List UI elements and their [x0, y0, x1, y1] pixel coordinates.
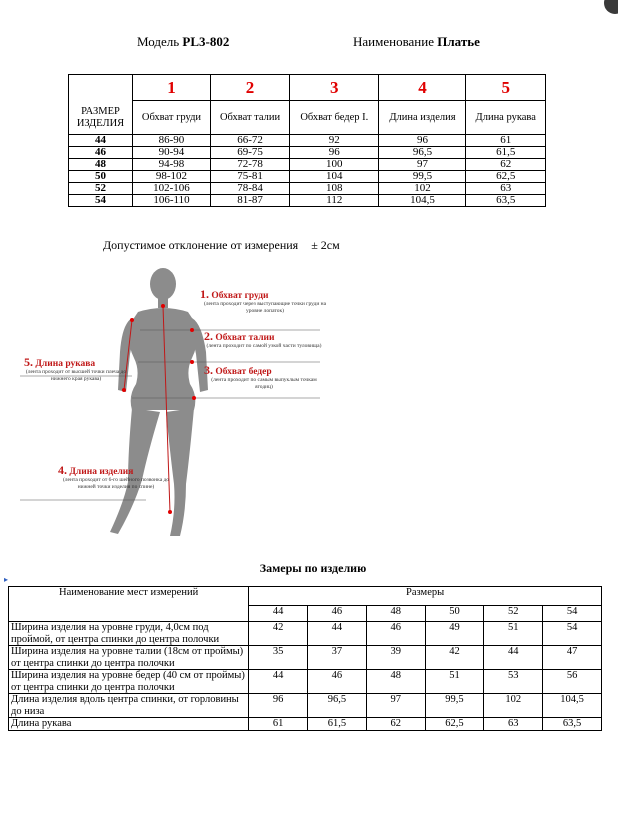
- measurement-value: 62: [366, 718, 425, 731]
- size-value-cell: 112: [290, 195, 379, 207]
- measurement-row: [9, 694, 602, 718]
- size-value-cell: 97: [379, 159, 466, 171]
- corner-decoration: [604, 0, 618, 14]
- size-value-cell: 96: [290, 147, 379, 159]
- tolerance-note: Допустимое отклонение от измерения ± 2см: [103, 238, 340, 252]
- column-header: Длина рукава: [466, 101, 546, 135]
- size-column-header: 44: [249, 606, 308, 622]
- measurement-label: Ширина изделия на уровне бедер (40 см от проймы) от центра спинки до центра полочки: [9, 670, 249, 694]
- size-value-cell: 75-81: [210, 171, 289, 183]
- measurement-value: 46: [308, 670, 367, 694]
- size-cell: 44: [69, 135, 133, 147]
- size-cell: 52: [69, 183, 133, 195]
- size-value-cell: 100: [290, 159, 379, 171]
- size-value-cell: 69-75: [210, 147, 289, 159]
- document-header: [0, 34, 618, 52]
- measurement-value: 96,5: [308, 694, 367, 718]
- size-cell: 46: [69, 147, 133, 159]
- column-header: Обхват талии: [210, 101, 289, 135]
- measurement-value: 54: [543, 622, 602, 646]
- size-value-cell: 62: [466, 159, 546, 171]
- column-number: 2: [210, 75, 289, 101]
- size-value-cell: 61: [466, 135, 546, 147]
- size-chart-table: [68, 74, 546, 207]
- size-value-cell: 90-94: [133, 147, 211, 159]
- measurement-value: 63: [484, 718, 543, 731]
- size-value-cell: 102: [379, 183, 466, 195]
- size-value-cell: 98-102: [133, 171, 211, 183]
- size-value-cell: 106-110: [133, 195, 211, 207]
- measurement-value: 51: [425, 670, 484, 694]
- size-value-cell: 104,5: [379, 195, 466, 207]
- size-value-cell: 72-78: [210, 159, 289, 171]
- measurement-value: 51: [484, 622, 543, 646]
- measurement-label: Ширина изделия на уровне груди, 4,0см под проймой, от центра спинки до центра полочки: [9, 622, 249, 646]
- column-header: Обхват бедер I.: [290, 101, 379, 135]
- column-number: 1: [133, 75, 211, 101]
- measurement-value: 102: [484, 694, 543, 718]
- measurement-value: 46: [366, 622, 425, 646]
- callout-length: 4. Длина изделия (лента проходит от 6-го шейного позвонка до нижней точки изделия по спине): [58, 463, 170, 490]
- measurement-value: 42: [425, 646, 484, 670]
- tolerance-value: ± 2см: [311, 238, 340, 252]
- measurement-value: 53: [484, 670, 543, 694]
- size-value-cell: 63: [466, 183, 546, 195]
- measurement-value: 61: [249, 718, 308, 731]
- size-cell: 54: [69, 195, 133, 207]
- measurement-figure: [20, 262, 340, 552]
- model-line: Модель PL3-802: [137, 34, 230, 49]
- size-column-header: 50: [425, 606, 484, 622]
- measurement-label: Ширина изделия на уровне талии (18см от проймы) от центра спинки до центра полочки: [9, 646, 249, 670]
- size-value-cell: 81-87: [210, 195, 289, 207]
- measurement-value: 63,5: [543, 718, 602, 731]
- model-value: PL3-802: [182, 34, 230, 49]
- size-row: [69, 171, 546, 183]
- measurement-row: [9, 670, 602, 694]
- callout-waist: 2. Обхват талии (лента проходит по самой узкой части туловища): [204, 329, 322, 349]
- size-row: [69, 183, 546, 195]
- size-value-cell: 102-106: [133, 183, 211, 195]
- size-value-cell: 86-90: [133, 135, 211, 147]
- size-value-cell: 94-98: [133, 159, 211, 171]
- measurement-value: 61,5: [308, 718, 367, 731]
- column-number: 5: [466, 75, 546, 101]
- size-row: [69, 195, 546, 207]
- measurement-value: 35: [249, 646, 308, 670]
- text-cursor-marker: ▸: [4, 575, 9, 584]
- column-header: Обхват груди: [133, 101, 211, 135]
- size-value-cell: 108: [290, 183, 379, 195]
- measurement-value: 97: [366, 694, 425, 718]
- sizes-header: Размеры: [249, 587, 602, 606]
- measurement-row: [9, 622, 602, 646]
- size-value-cell: 62,5: [466, 171, 546, 183]
- measurements-title: Замеры по изделию: [259, 561, 367, 575]
- size-cell: 50: [69, 171, 133, 183]
- size-row: [69, 135, 546, 147]
- callout-hips: 3. Обхват бедер (лента проходит по самым выпуклым точкам ягодиц): [204, 363, 317, 390]
- measurement-value: 44: [484, 646, 543, 670]
- size-value-cell: 99,5: [379, 171, 466, 183]
- size-column-header: 52: [484, 606, 543, 622]
- size-value-cell: 78-84: [210, 183, 289, 195]
- measurement-value: 47: [543, 646, 602, 670]
- measurement-row: [9, 646, 602, 670]
- size-value-cell: 104: [290, 171, 379, 183]
- size-value-cell: 96,5: [379, 147, 466, 159]
- column-header: Длина изделия: [379, 101, 466, 135]
- measurement-value: 104,5: [543, 694, 602, 718]
- measurement-value: 99,5: [425, 694, 484, 718]
- size-value-cell: 96: [379, 135, 466, 147]
- size-column-header: 54: [543, 606, 602, 622]
- product-name-value: Платье: [437, 34, 480, 49]
- size-cell: 48: [69, 159, 133, 171]
- garment-measurements-table: [8, 586, 602, 731]
- size-value-cell: 66-72: [210, 135, 289, 147]
- size-row: [69, 147, 546, 159]
- measurement-label: Длина рукава: [9, 718, 249, 731]
- size-corner-label: РАЗМЕР ИЗДЕЛИЯ: [69, 75, 133, 135]
- callout-bust: 1. Обхват груди (лента проходит через выступающие точки груди на уровне лопаток): [200, 287, 327, 314]
- measurement-value: 96: [249, 694, 308, 718]
- measurement-value: 39: [366, 646, 425, 670]
- size-value-cell: 92: [290, 135, 379, 147]
- column-number: 3: [290, 75, 379, 101]
- product-name-line: Наименование Платье: [353, 34, 480, 49]
- measurement-value: 44: [308, 622, 367, 646]
- measurement-label: Длина изделия вдоль центра спинки, от горловины до низа: [9, 694, 249, 718]
- size-value-cell: 61,5: [466, 147, 546, 159]
- size-column-header: 46: [308, 606, 367, 622]
- measurement-value: 49: [425, 622, 484, 646]
- callout-sleeve: 5. Длина рукава (лента проходит от высшей точки плеча до нижнего края рукава): [24, 355, 127, 382]
- size-value-cell: 63,5: [466, 195, 546, 207]
- measurement-value: 37: [308, 646, 367, 670]
- measurement-value: 48: [366, 670, 425, 694]
- measure-name-header: Наименование мест измерений: [9, 587, 249, 622]
- size-row: [69, 159, 546, 171]
- size-column-header: 48: [366, 606, 425, 622]
- measurement-value: 44: [249, 670, 308, 694]
- column-number: 4: [379, 75, 466, 101]
- measurement-value: 42: [249, 622, 308, 646]
- measurement-row: [9, 718, 602, 731]
- measurement-value: 56: [543, 670, 602, 694]
- measurement-value: 62,5: [425, 718, 484, 731]
